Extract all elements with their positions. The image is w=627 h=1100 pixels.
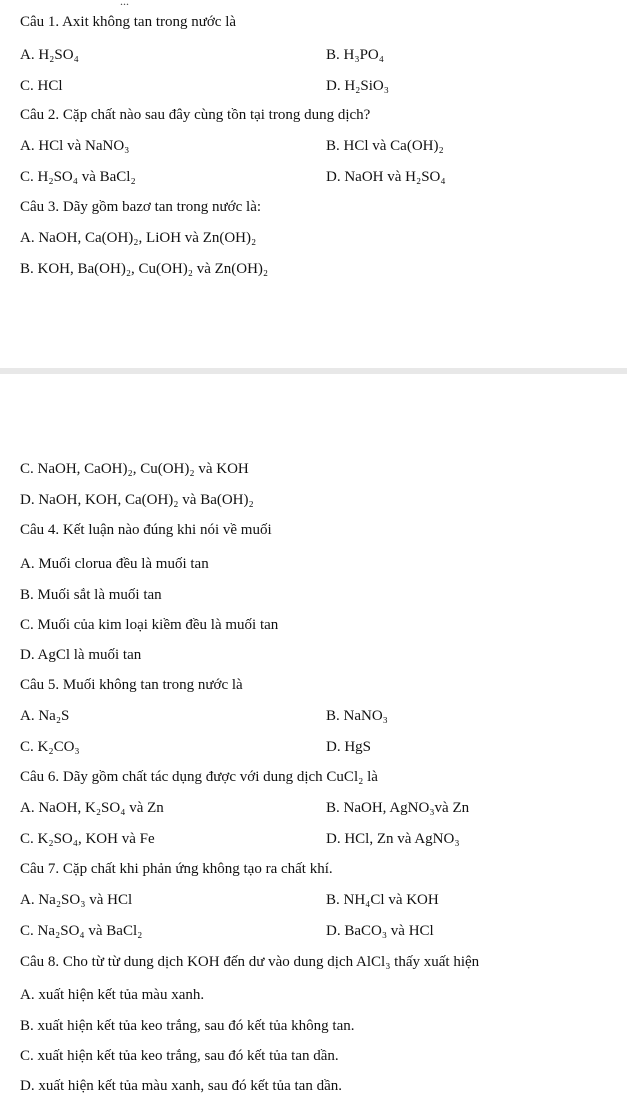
q6-option-a: A. NaOH, K₂SO₄ và Zn <box>20 800 164 816</box>
q3-stem: Câu 3. Dãy gồm bazơ tan trong nước là: <box>20 199 262 215</box>
q6-option-b: B. NaOH, AgNO₃và Zn <box>326 800 470 816</box>
q7-option-b: B. NH₄Cl và KOH <box>326 892 439 908</box>
q7-stem: Câu 7. Cặp chất khi phản ứng không tạo ra chất khí. <box>20 861 333 877</box>
q2-option-a: A. HCl và NaNO₃ <box>20 138 130 154</box>
q1-stem: Câu 1. Axit không tan trong nước là <box>20 14 237 30</box>
q1-option-a: A. H₂SO₄ <box>20 47 79 63</box>
q1-option-c: C. HCl <box>20 78 63 94</box>
q6-option-c: C. K₂SO₄, KOH và Fe <box>20 831 155 847</box>
q3-option-c: C. NaOH, CaOH)₂, Cu(OH)₂ và KOH <box>20 461 249 477</box>
q3-option-a: A. NaOH, Ca(OH)₂, LiOH và Zn(OH)₂ <box>20 230 257 246</box>
q3-option-d: D. NaOH, KOH, Ca(OH)₂ và Ba(OH)₂ <box>20 492 254 508</box>
q2-stem: Câu 2. Cặp chất nào sau đây cùng tồn tại trong dung dịch? <box>20 107 371 123</box>
q5-stem: Câu 5. Muối không tan trong nước là <box>20 677 243 693</box>
q2-option-b: B. HCl và Ca(OH)₂ <box>326 138 444 154</box>
q4-option-c: C. Muối của kim loại kiềm đều là muối tan <box>20 617 279 633</box>
q4-option-b: B. Muối sắt là muối tan <box>20 587 162 603</box>
q8-option-a: A. xuất hiện kết tủa màu xanh. <box>20 987 205 1003</box>
q1-option-d: D. H₂SiO₃ <box>326 78 389 94</box>
page-break-band <box>0 368 627 374</box>
q8-option-c: C. xuất hiện kết tủa keo trắng, sau đó kết tủa tan dần. <box>20 1048 339 1064</box>
q5-option-a: A. Na₂S <box>20 708 70 724</box>
q8-option-b: B. xuất hiện kết tủa keo trắng, sau đó kết tủa không tan. <box>20 1018 355 1034</box>
q6-option-d: D. HCl, Zn và AgNO₃ <box>326 831 460 847</box>
q7-option-d: D. BaCO₃ và HCl <box>326 923 434 939</box>
q2-option-d: D. NaOH và H₂SO₄ <box>326 169 446 185</box>
q5-option-c: C. K₂CO₃ <box>20 739 80 755</box>
q6-stem: Câu 6. Dãy gồm chất tác dụng được với dung dịch CuCl₂ là <box>20 769 378 785</box>
q7-option-c: C. Na₂SO₄ và BaCl₂ <box>20 923 143 939</box>
q8-stem: Câu 8. Cho từ từ dung dịch KOH đến dư vào dung dịch AlCl₃ thấy xuất hiện <box>20 954 480 970</box>
q4-stem: Câu 4. Kết luận nào đúng khi nói về muối <box>20 522 272 538</box>
cut-off-text: ... <box>120 0 129 8</box>
q7-option-a: A. Na₂SO₃ và HCl <box>20 892 133 908</box>
q4-option-a: A. Muối clorua đều là muối tan <box>20 556 209 572</box>
q2-option-c: C. H₂SO₄ và BaCl₂ <box>20 169 136 185</box>
q3-option-b: B. KOH, Ba(OH)₂, Cu(OH)₂ và Zn(OH)₂ <box>20 261 269 277</box>
q8-option-d: D. xuất hiện kết tủa màu xanh, sau đó kết tủa tan dần. <box>20 1078 342 1094</box>
q4-option-d: D. AgCl là muối tan <box>20 647 142 663</box>
q5-option-b: B. NaNO₃ <box>326 708 388 724</box>
q1-option-b: B. H₃PO₄ <box>326 47 384 63</box>
q5-option-d: D. HgS <box>326 739 372 755</box>
